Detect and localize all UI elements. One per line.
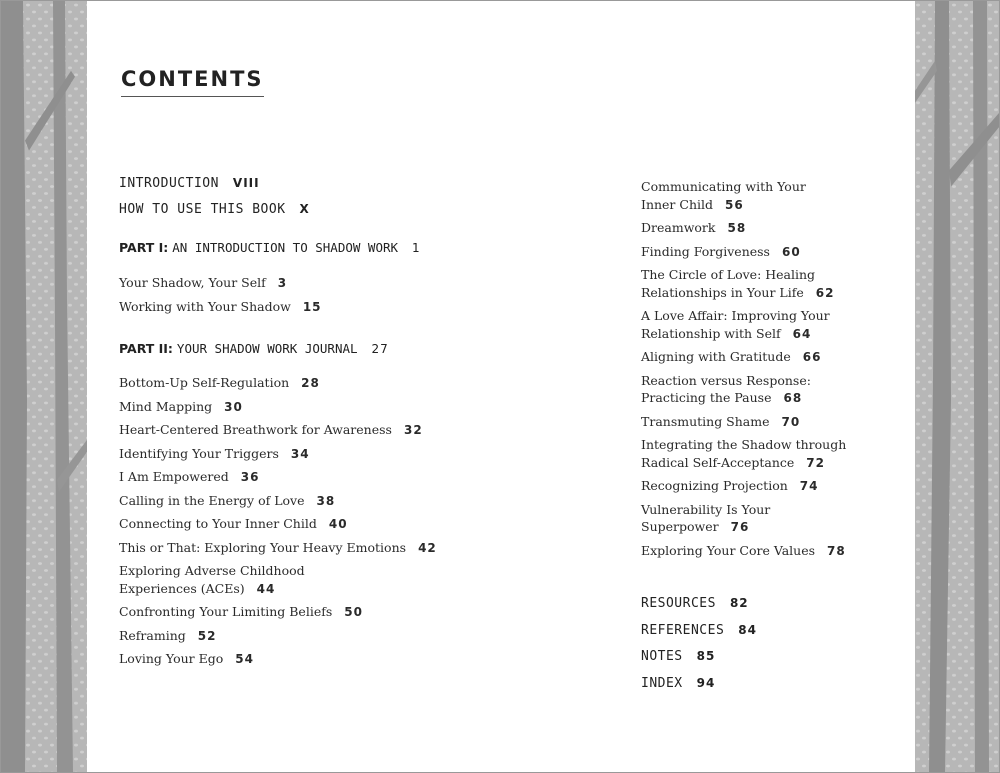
toc-label: Identifying Your Triggers bbox=[119, 445, 279, 461]
toc-label-line-1: Integrating the Shadow through bbox=[641, 437, 847, 452]
toc-entry[interactable] bbox=[119, 298, 539, 317]
toc-page-number: VIII bbox=[232, 176, 260, 190]
toc-entry[interactable] bbox=[119, 274, 539, 293]
toc-entry-introduction[interactable] bbox=[119, 176, 539, 202]
toc-page-number: 72 bbox=[806, 455, 825, 470]
toc-entry[interactable] bbox=[119, 515, 539, 534]
part-title: YOUR SHADOW WORK JOURNAL bbox=[176, 341, 358, 356]
toc-entry[interactable] bbox=[641, 501, 881, 537]
page-title: CONTENTS bbox=[121, 67, 264, 97]
toc-label: Vulnerability Is Your Superpower bbox=[641, 501, 771, 534]
toc-page-number: 68 bbox=[783, 391, 803, 405]
toc-entry[interactable] bbox=[119, 627, 539, 646]
toc-entry-resources[interactable] bbox=[641, 596, 881, 623]
toc-label: Your Shadow, Your Self bbox=[119, 275, 266, 290]
toc-label-line-2: Relationship with Self bbox=[641, 325, 781, 341]
toc-page-number: 66 bbox=[802, 350, 822, 364]
toc-label: Dreamwork bbox=[641, 220, 716, 235]
toc-page-number: 34 bbox=[290, 446, 310, 461]
toc-entry[interactable] bbox=[641, 243, 881, 262]
toc-entry[interactable] bbox=[641, 178, 881, 214]
toc-label: This or That: Exploring Your Heavy Emotions bbox=[119, 539, 407, 555]
toc-label-line-1: Reaction versus Response: bbox=[641, 372, 811, 388]
toc-label-line-1: Exploring Adverse Childhood bbox=[119, 563, 305, 578]
toc-entry[interactable] bbox=[119, 421, 539, 440]
toc-page-number: 15 bbox=[302, 299, 322, 314]
toc-label: Connecting to Your Inner Child bbox=[119, 516, 317, 531]
toc-page-number: 27 bbox=[371, 342, 389, 356]
toc-label: NOTES bbox=[641, 649, 683, 664]
toc-page-number: 30 bbox=[224, 399, 243, 414]
part-title: AN INTRODUCTION TO SHADOW WORK bbox=[172, 240, 399, 255]
toc-label: I Am Empowered bbox=[119, 469, 229, 484]
toc-page-number: 40 bbox=[328, 517, 348, 531]
contents-column-left bbox=[119, 176, 539, 669]
toc-page-number: 50 bbox=[344, 605, 363, 619]
toc-label: Calling in the Energy of Love bbox=[119, 492, 305, 508]
toc-entry[interactable] bbox=[641, 307, 881, 343]
toc-label: Recognizing Projection bbox=[641, 478, 788, 493]
toc-label: Aligning with Gratitude bbox=[641, 349, 791, 364]
toc-entry[interactable] bbox=[119, 539, 539, 558]
toc-page-number: 62 bbox=[815, 285, 835, 300]
toc-label: Bottom-Up Self-Regulation bbox=[119, 375, 290, 390]
toc-label-line-2: Relationships in Your Life bbox=[641, 284, 804, 300]
tree-illustration-left bbox=[1, 1, 87, 772]
toc-entry[interactable] bbox=[119, 603, 539, 622]
toc-page-number: 54 bbox=[235, 652, 254, 666]
toc-label: Working with Your Shadow bbox=[119, 298, 291, 314]
toc-label-line-1: The Circle of Love: Healing bbox=[641, 267, 816, 282]
tree-illustration-right bbox=[915, 1, 1000, 772]
toc-label-line-2: Radical Self-Acceptance bbox=[641, 454, 795, 470]
toc-entry[interactable] bbox=[641, 372, 881, 408]
part-prefix: PART II: bbox=[119, 341, 173, 356]
toc-page-number: 85 bbox=[696, 649, 716, 663]
toc-entry[interactable] bbox=[641, 542, 881, 561]
toc-entry[interactable] bbox=[641, 477, 881, 496]
toc-page-number: 52 bbox=[197, 628, 217, 643]
toc-label: Mind Mapping bbox=[119, 398, 213, 414]
toc-page-number: 38 bbox=[316, 493, 336, 508]
toc-label: Reframing bbox=[119, 627, 186, 643]
toc-label: REFERENCES bbox=[641, 623, 725, 638]
toc-page-number: 76 bbox=[730, 520, 750, 534]
toc-entry[interactable] bbox=[119, 650, 539, 669]
toc-page-number: 60 bbox=[781, 244, 801, 259]
toc-label-line-2: Experiences (ACEs) bbox=[119, 580, 245, 596]
part-prefix: PART I: bbox=[119, 240, 169, 255]
toc-entry-index[interactable] bbox=[641, 676, 881, 691]
toc-entry[interactable] bbox=[119, 562, 539, 598]
toc-label: RESOURCES bbox=[641, 596, 716, 611]
toc-page-number: 82 bbox=[729, 596, 749, 610]
toc-label: Exploring Your Core Values bbox=[641, 542, 816, 558]
toc-page-number: 42 bbox=[418, 540, 437, 555]
toc-label-line-2: Practicing the Pause bbox=[641, 390, 772, 405]
toc-page-number: 56 bbox=[725, 197, 744, 212]
toc-label: Finding Forgiveness bbox=[641, 243, 770, 259]
toc-entry[interactable] bbox=[119, 398, 539, 417]
toc-label: Loving Your Ego bbox=[119, 651, 224, 666]
toc-page-number: 58 bbox=[727, 221, 747, 235]
toc-part-1-heading[interactable] bbox=[119, 240, 539, 274]
toc-label: Confronting Your Limiting Beliefs bbox=[119, 604, 333, 619]
toc-entry[interactable] bbox=[641, 219, 881, 238]
toc-entry[interactable] bbox=[119, 445, 539, 464]
toc-label: INTRODUCTION bbox=[119, 176, 219, 191]
toc-entry[interactable] bbox=[641, 266, 881, 302]
contents-column-right bbox=[641, 178, 881, 691]
toc-page-number: 64 bbox=[792, 326, 812, 341]
toc-page-number: 74 bbox=[799, 479, 819, 493]
toc-label: HOW TO USE THIS BOOK bbox=[119, 202, 286, 217]
toc-page-number: X bbox=[299, 202, 310, 216]
toc-page-number: 1 bbox=[412, 241, 421, 255]
toc-page-number: 36 bbox=[240, 470, 260, 484]
toc-page-number: 84 bbox=[738, 623, 757, 637]
toc-label: Heart-Centered Breathwork for Awareness bbox=[119, 422, 392, 437]
toc-label: Transmuting Shame bbox=[641, 413, 770, 429]
toc-label-line-1: A Love Affair: Improving Your bbox=[641, 308, 830, 323]
toc-entry[interactable] bbox=[641, 413, 881, 432]
toc-page-number: 70 bbox=[781, 414, 801, 429]
toc-entry-notes[interactable] bbox=[641, 649, 881, 676]
toc-page-number: 78 bbox=[827, 543, 846, 558]
toc-entry[interactable] bbox=[641, 348, 881, 367]
toc-entry[interactable] bbox=[119, 492, 539, 511]
toc-label-line-1: Communicating with Your bbox=[641, 179, 806, 194]
toc-label: INDEX bbox=[641, 676, 683, 691]
toc-entry[interactable] bbox=[119, 374, 539, 393]
toc-label-line-2: Inner Child bbox=[641, 196, 713, 212]
toc-page-number: 28 bbox=[301, 376, 320, 390]
toc-entry-references[interactable] bbox=[641, 623, 881, 649]
toc-page-number: 32 bbox=[403, 423, 423, 437]
toc-page-number: 3 bbox=[277, 276, 288, 290]
toc-entry-how-to-use[interactable] bbox=[119, 202, 539, 240]
toc-entry[interactable] bbox=[641, 436, 881, 472]
toc-part-2-heading[interactable] bbox=[119, 341, 539, 374]
toc-page-number: 94 bbox=[696, 676, 716, 690]
toc-page-number: 44 bbox=[256, 581, 276, 596]
toc-entry[interactable] bbox=[119, 468, 539, 487]
